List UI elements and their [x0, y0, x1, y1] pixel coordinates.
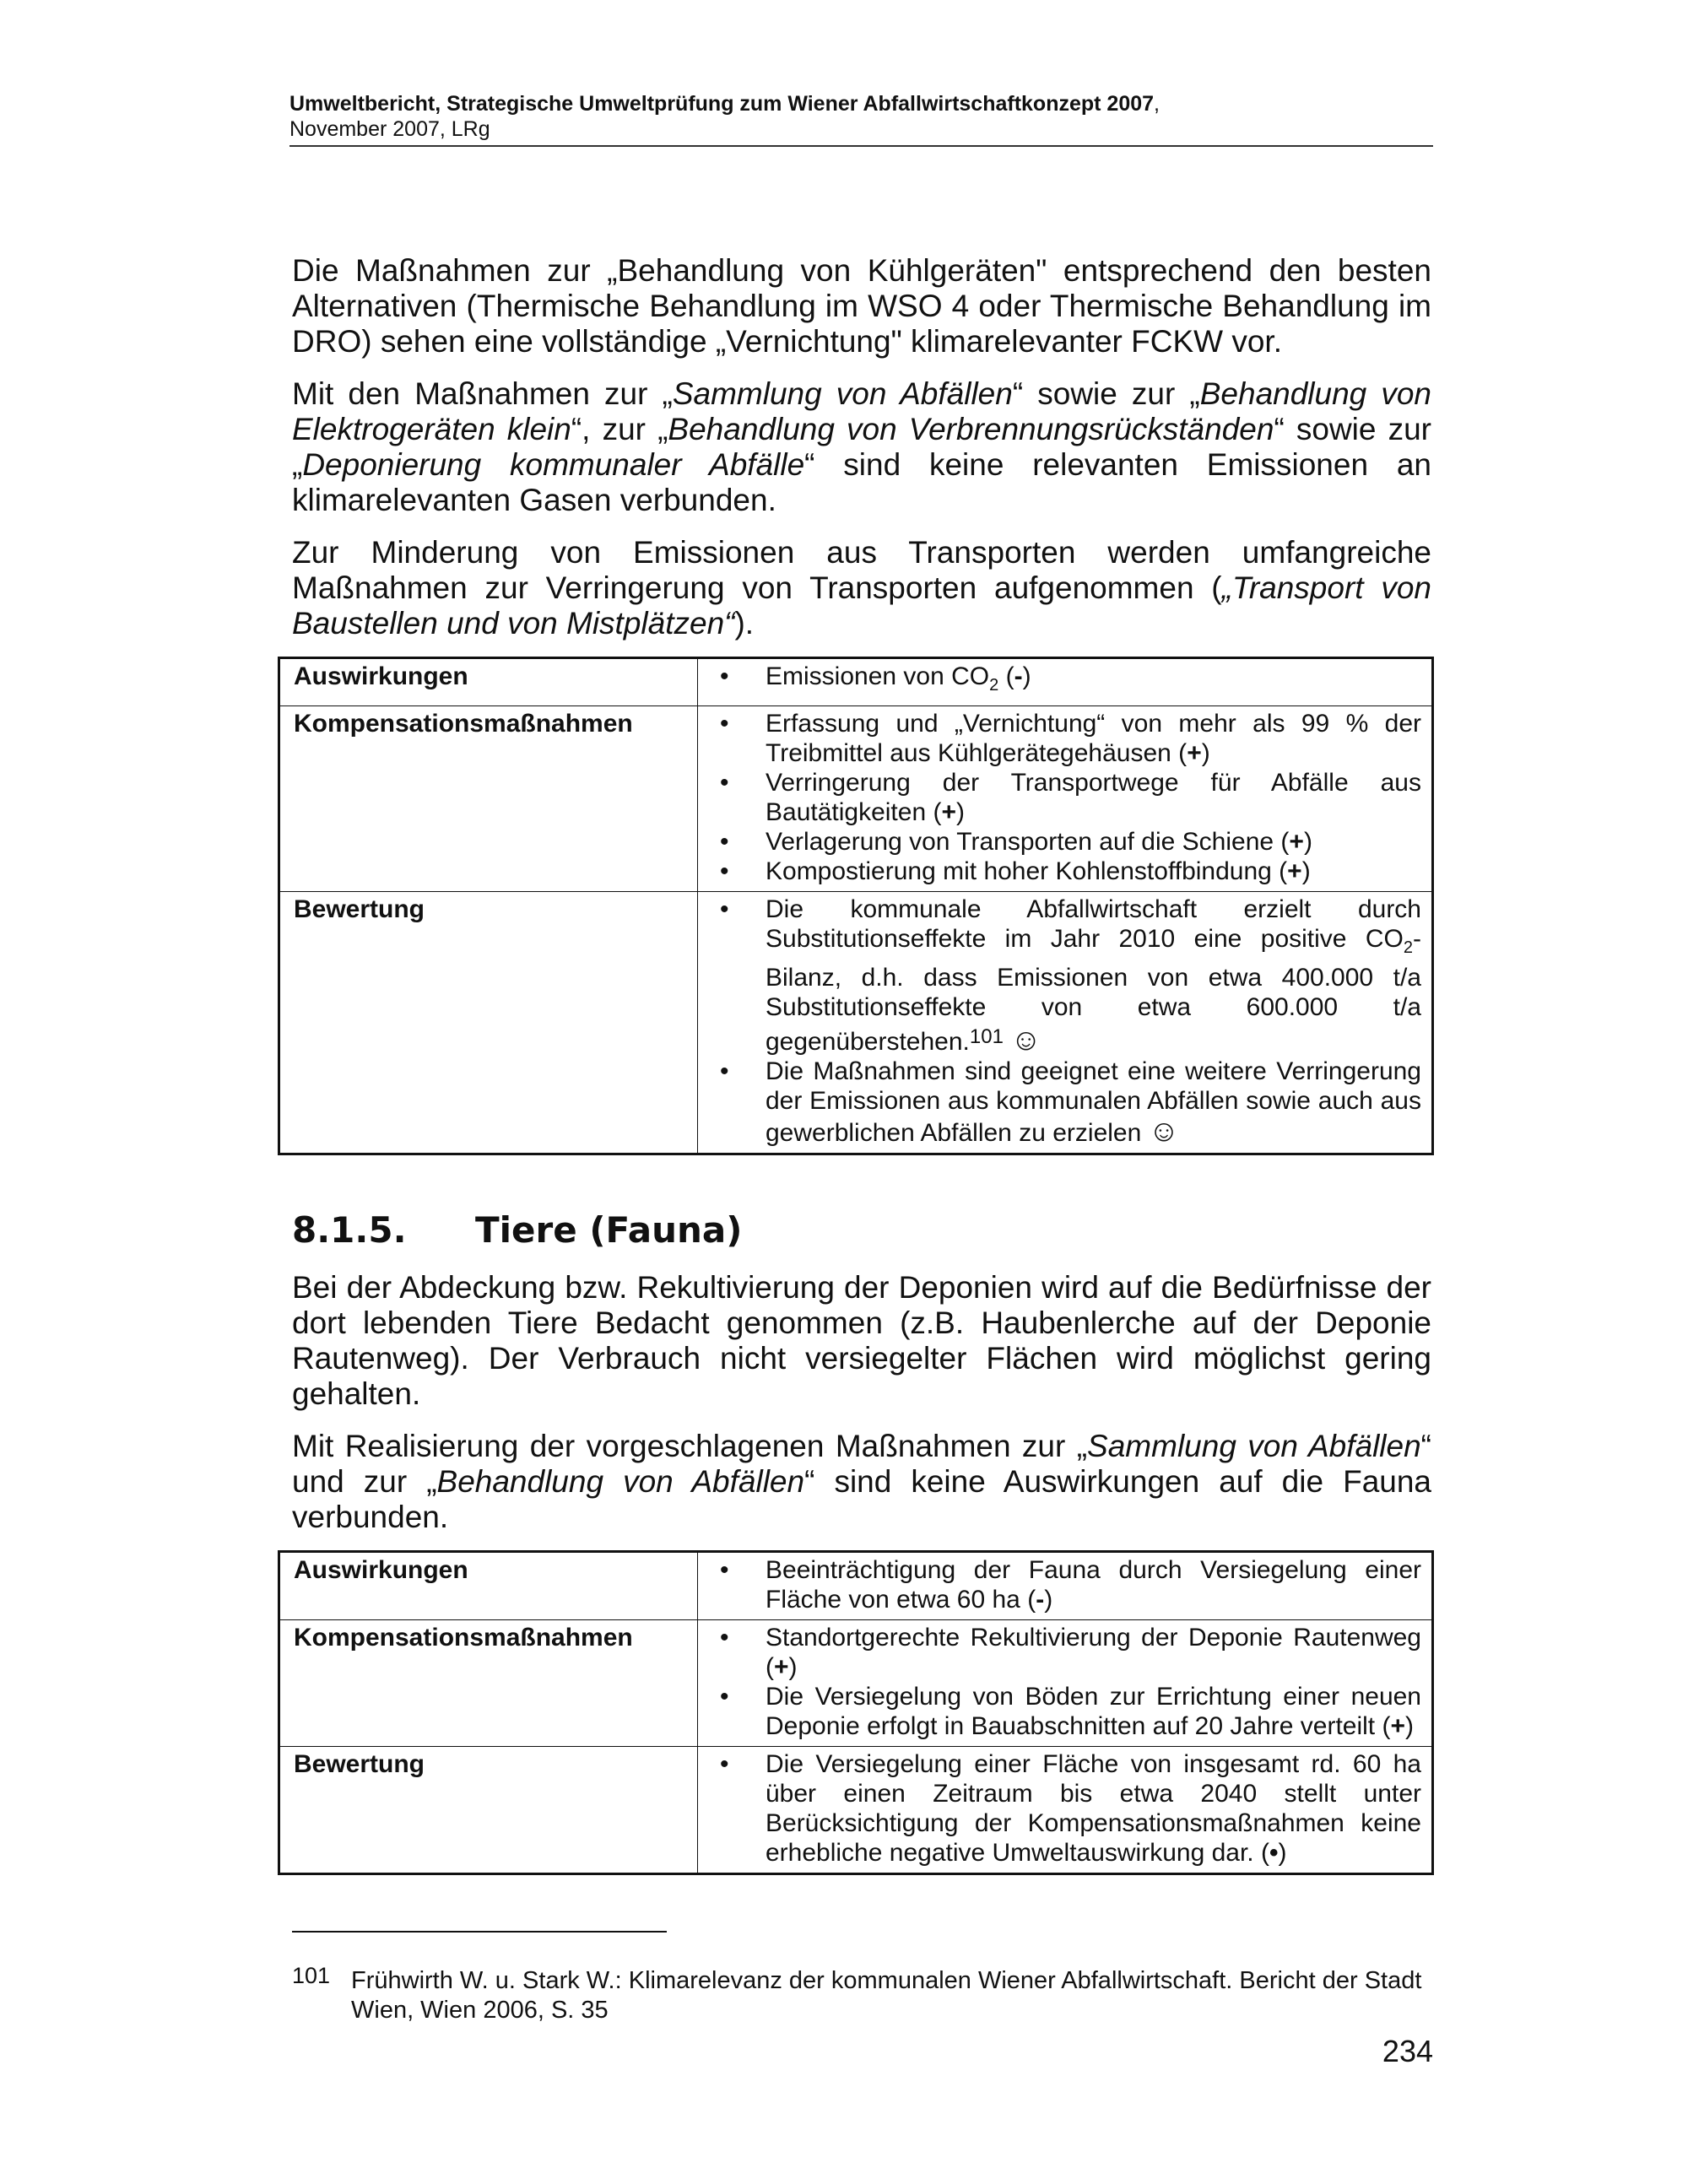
table-row	[279, 1620, 1433, 1747]
header-title: Umweltbericht, Strategische Umweltprüfung zum Wiener Abfallwirtschaftkonzept 2007,	[289, 92, 1160, 116]
list-item: • Verlagerung von Transporten auf die Schiene (+)	[711, 827, 1421, 857]
row-content-bewertung	[698, 1747, 1433, 1874]
row-content-kompensation	[698, 706, 1433, 892]
section-heading	[292, 1209, 1431, 1251]
list-item: • Beeinträchtigung der Fauna durch Versiegelung einer Fläche von etwa 60 ha (-)	[711, 1555, 1421, 1614]
list-item: • Standortgerechte Rekultivierung der Deponie Rautenweg (+)	[711, 1623, 1421, 1682]
table-row	[279, 892, 1433, 1154]
list-item: • Die kommunale Abfallwirtschaft erzielt durch Substitutionseffekte im Jahr 2010 eine positive $CO_2$-Bilanz, d.h. dass Emissionen von etwa 400.000 t/a Substitutionseffekte von etwa 600.000 t/a gegenüberstehen.$^{101}$ ☺	[711, 895, 1421, 1057]
section-title: Tiere (Fauna)	[475, 1209, 743, 1251]
table-row	[279, 1552, 1433, 1620]
section-number: 8.1.5.	[292, 1209, 407, 1251]
footnote-text: Frühwirth W. u. Stark W.: Klimarelevanz der kommunalen Wiener Abfallwirtschaft. Bericht der Stadt Wien, Wien 2006, S. 35	[351, 1967, 1422, 2024]
row-label-kompensation: Kompensationsmaßnahmen	[279, 1620, 698, 1747]
footnote-number: 101	[292, 1963, 331, 1988]
page-content	[292, 253, 1431, 1875]
assessment-table-klima	[278, 657, 1434, 1155]
paragraph-abdeckung: Bei der Abdeckung bzw. Rekultivierung der Deponien wird auf die Bedürfnisse der dort lebenden Tiere Bedacht genommen (z.B. Haubenlerche auf der Deponie Rautenweg). Der Verbrauch nicht versiegelter Flächen wird möglichst gering gehalten.	[292, 1270, 1431, 1411]
paragraph-transporte: Zur Minderung von Emissionen aus Transporten werden umfangreiche Maßnahmen zur Verringerung von Transporten aufgenommen („Transport von Baustellen und von Mistplätzen“).	[292, 535, 1431, 641]
list-item: • Die Maßnahmen sind geeignet eine weitere Verringerung der Emissionen aus kommunalen Abfällen sowie auch aus gewerblichen Abfällen zu erzielen ☺	[711, 1057, 1421, 1148]
table-row	[279, 1747, 1433, 1874]
list-item: • Die Versiegelung einer Fläche von insgesamt rd. 60 ha über einen Zeitraum bis etwa 2040 stellt unter Berücksichtigung der Kompensationsmaßnahmen keine erhebliche negative Umweltauswirkung dar. (•)	[711, 1749, 1421, 1868]
assessment-table-fauna	[278, 1550, 1434, 1875]
paragraph-realisierung: Mit Realisierung der vorgeschlagenen Maßnahmen zur „Sammlung von Abfällen“ und zur „Behandlung von Abfällen“ sind keine Auswirkungen auf die Fauna verbunden.	[292, 1429, 1431, 1534]
row-content-bewertung	[698, 892, 1433, 1154]
running-header	[289, 91, 1433, 147]
list-item: • Verringerung der Transportwege für Abfälle aus Bautätigkeiten (+)	[711, 768, 1421, 827]
list-item: • Emissionen von $CO_2$ (-)	[711, 662, 1421, 700]
table-row	[279, 658, 1433, 706]
row-label-auswirkungen: Auswirkungen	[279, 658, 698, 706]
footnote-separator	[292, 1931, 667, 1933]
paragraph-massnahmen: Mit den Maßnahmen zur „Sammlung von Abfällen“ sowie zur „Behandlung von Elektrogeräten klein“, zur „Behandlung von Verbrennungsrückständen“ sowie zur „Deponierung kommunaler Abfälle“ sind keine relevanten Emissionen an klimarelevanten Gasen verbunden.	[292, 376, 1431, 517]
table-row	[279, 706, 1433, 892]
list-item: • Erfassung und „Vernichtung“ von mehr als 99 % der Treibmittel aus Kühlgerätegehäusen (+)	[711, 709, 1421, 768]
paragraph-kuehlgeraete: Die Maßnahmen zur „Behandlung von Kühlgeräten" entsprechend den besten Alternativen (Thermische Behandlung im WSO 4 oder Thermische Behandlung im DRO) sehen eine vollständige „Vernichtung" klimarelevanter FCKW vor.	[292, 253, 1431, 359]
header-date: November 2007, LRg	[289, 117, 490, 141]
row-content-auswirkungen	[698, 658, 1433, 706]
row-content-auswirkungen	[698, 1552, 1433, 1620]
list-item: • Die Versiegelung von Böden zur Errichtung einer neuen Deponie erfolgt in Bauabschnitten auf 20 Jahre verteilt (+)	[711, 1682, 1421, 1741]
row-label-bewertung: Bewertung	[279, 1747, 698, 1874]
smiley-icon: ☺	[1010, 1022, 1042, 1057]
page-number: 234	[1382, 2034, 1433, 2068]
row-content-kompensation	[698, 1620, 1433, 1747]
row-label-auswirkungen: Auswirkungen	[279, 1552, 698, 1620]
list-item: • Kompostierung mit hoher Kohlenstoffbindung (+)	[711, 857, 1421, 886]
footnote-ref[interactable]: 101	[969, 1025, 1004, 1048]
row-label-bewertung: Bewertung	[279, 892, 698, 1154]
smiley-icon: ☺	[1148, 1113, 1180, 1148]
footnote	[292, 1963, 1433, 2025]
row-label-kompensation: Kompensationsmaßnahmen	[279, 706, 698, 892]
